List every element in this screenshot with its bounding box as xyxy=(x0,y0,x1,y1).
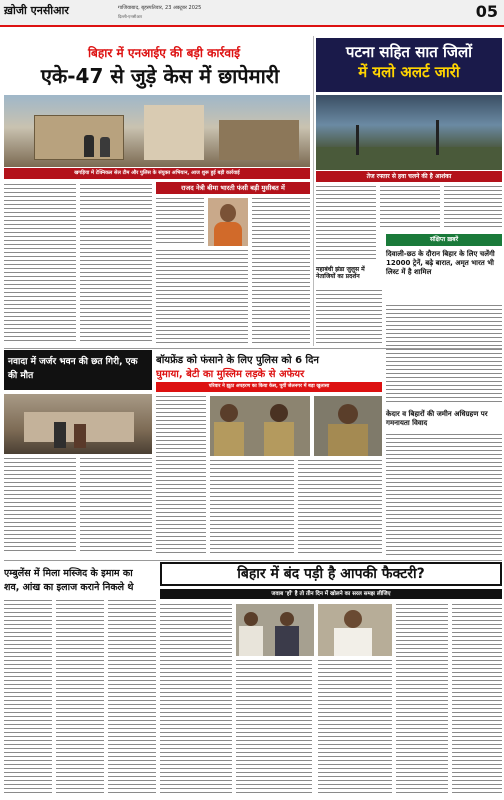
rjd-text-col-2 xyxy=(252,198,310,346)
masthead xyxy=(0,0,504,27)
patna-headline-box xyxy=(316,38,502,92)
officials-photo xyxy=(236,604,314,656)
patna-text-col-3 xyxy=(444,186,502,230)
patna-text-col-2 xyxy=(380,186,440,230)
boyfriend-text-col-1 xyxy=(156,396,206,556)
nawada-text-col-2 xyxy=(80,458,152,556)
rjd-text-col-1 xyxy=(156,198,204,246)
ambulance-headline-1: एम्बुलेंस में मिला मस्जिद के इमाम का xyxy=(4,568,133,579)
divider-vertical xyxy=(313,36,314,346)
nia-text-col-1 xyxy=(4,184,76,344)
nawada-photo xyxy=(4,394,152,454)
factory-text-col-4 xyxy=(396,604,448,796)
patna-text-col-1 xyxy=(316,186,376,262)
minister-photo xyxy=(318,604,392,656)
bima-bharti-photo xyxy=(208,198,248,246)
sub-line: दिल्ली-एनसीआर xyxy=(118,14,143,19)
patna-headline-2: में यलो अलर्ट जारी xyxy=(358,63,460,81)
factory-headline: बिहार में बंद पड़ी है आपकी फैक्टरी? xyxy=(237,566,425,582)
factory-text-col-2 xyxy=(236,660,312,796)
factory-headline-box xyxy=(160,562,502,586)
nawada-headline: नवादा में जर्जर भवन की छत गिरी, एक की मौत xyxy=(8,357,138,381)
boyfriend-headline-1: बॉयफ्रेंड को फंसाने के लिए पुलिस को 6 दिन xyxy=(156,355,319,366)
factory-subhead: जवाब 'हाँ' है तो तीन दिन में खोलने का सरल समझ लीजिए xyxy=(160,589,502,599)
rjd-headline-bar xyxy=(156,182,310,194)
ambulance-text-col-3 xyxy=(108,600,156,796)
factory-text-col-5 xyxy=(452,604,502,796)
factory-text-col-3 xyxy=(318,660,392,796)
rjd-text-col-3 xyxy=(156,250,248,346)
boyfriend-text-col-3 xyxy=(298,460,382,556)
ambulance-headline-2: शव, आंख का इलाज कराने निकले थे xyxy=(4,582,134,593)
bihar-nia-headline: एके-47 से जुड़े केस में छापेमारी xyxy=(40,64,280,88)
patna-headline-1: पटना सहित सात जिलों xyxy=(345,43,473,61)
boyfriend-headline-2: घुमाया, बेटी का मुस्लिम लड़के से अफेयर xyxy=(156,369,305,380)
kedar-text xyxy=(386,434,502,558)
storm-photo xyxy=(316,95,502,170)
police-officer-photo xyxy=(314,396,382,456)
ambulance-text-col-1 xyxy=(4,600,52,796)
divider-top xyxy=(4,348,502,349)
paper-name: ख़ोजी एनसीआर xyxy=(4,4,69,17)
nia-caption: खगड़िया में टेक्निकल सेल टीम और पुलिस के संयुक्त अभियान, आज शुरू हुई बड़ी कार्रवाई xyxy=(4,168,310,179)
nawada-text-col-1 xyxy=(4,458,76,556)
sankshipt-label: संक्षिप्त ख़बरें xyxy=(386,234,502,246)
nia-text-col-2 xyxy=(80,184,152,344)
boyfriend-text-col-2 xyxy=(210,460,294,556)
date-line: गाजियाबाद, बृहस्पतिवार, 23 अक्टूबर 2025 xyxy=(118,5,202,11)
page-number: 05 xyxy=(475,2,498,21)
police-press-photo xyxy=(210,396,310,456)
patna-caption: तेज रफ्तार से हवा चलने की है आशंका xyxy=(316,171,502,182)
factory-text-col-1 xyxy=(160,604,232,796)
mahagathbandhan-headline: महाबंधी झंडा जुलुस में नेताजियों का प्रदर्शन xyxy=(316,266,365,280)
rjd-headline: राजद नेत्री बीमा भारती फंसी बड़ी मुसीबत में xyxy=(181,184,285,192)
sankshipt-text xyxy=(386,305,502,405)
sankshipt-headline: दिवाली-छठ के दौरान बिहार के लिए चलेंगी 12000 ट्रेनें, बढ़े बारात, अमृत भारत भी लिस्ट में है शामिल xyxy=(386,250,495,276)
bihar-nia-kicker: बिहार में एनआईए की बड़ी कार्रवाई xyxy=(87,46,241,60)
nia-raid-photo xyxy=(4,95,310,167)
mahagathbandhan-text xyxy=(316,290,382,346)
boyfriend-banner: परिवार ने झूठा अपहरण का किया केस, पूर्वी जेलनगर में बड़ा खुलासा xyxy=(156,382,382,392)
ambulance-text-col-2 xyxy=(56,600,104,796)
divider-mid xyxy=(4,560,502,561)
nawada-headline-box xyxy=(4,350,152,390)
kedar-headline: केदार व बिहारों की जमीन अधिग्रहण पर गमनायता विवाद xyxy=(386,410,488,427)
